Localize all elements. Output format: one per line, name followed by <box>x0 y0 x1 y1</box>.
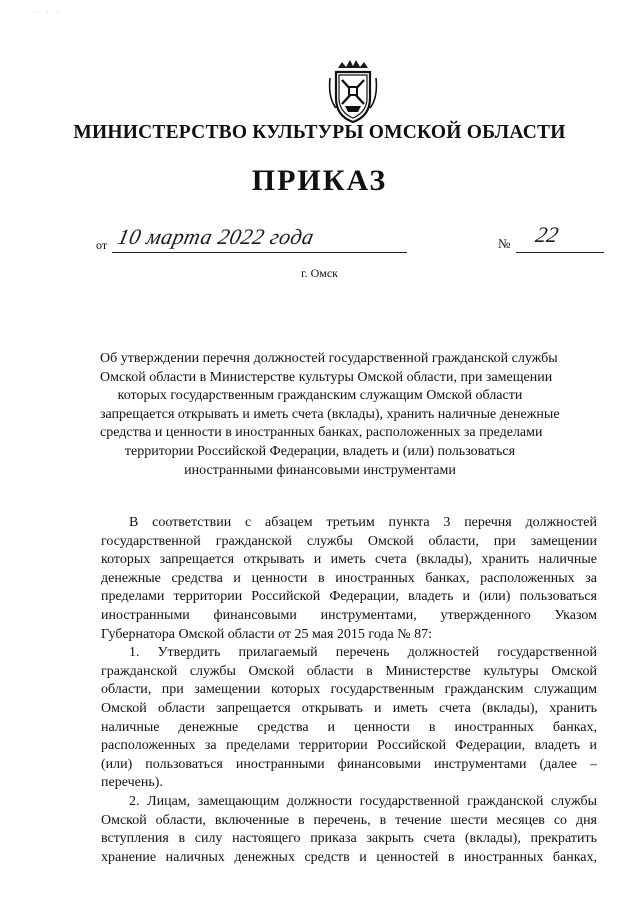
body-line: расположенных за пределами территории Российской Федерации, владеть и <box>101 738 597 754</box>
order-title <box>100 350 560 480</box>
body-line: денежные средства и ценности в иностранных банках, расположенных за <box>101 570 597 586</box>
body-line: Омской области, включенные в перечень, в течение шести месяцев со дня <box>101 812 597 828</box>
body-line: области, при замещении которых государственным гражданским служащим <box>101 682 597 698</box>
date-number-row <box>96 222 616 254</box>
date-underline <box>112 252 407 253</box>
title-line: средства и ценности в иностранных банках, расположенных за пределами <box>100 425 543 441</box>
body-line: вступления в силу настоящего приказа закрыть счета (вклады), прекратить <box>101 831 597 847</box>
body-line: Омской области запрещается открывать и иметь счета (вклады), хранить <box>101 700 597 716</box>
order-body <box>101 514 597 867</box>
title-line: Об утверждении перечня должностей государственной гражданской службы <box>100 351 558 366</box>
title-line: Омской области в Министерстве культуры Омской области, при замещении <box>100 369 553 385</box>
omsk-coat-of-arms-icon <box>328 58 378 124</box>
body-line: (или) пользоваться иностранными финансовыми инструментами (далее – <box>101 756 597 772</box>
body-line: перечень). <box>101 775 163 791</box>
number-prefix: № <box>498 236 511 251</box>
date-prefix: от <box>96 238 108 252</box>
body-line: Губернатора Омской области от 25 мая 2015 года № 87: <box>101 626 433 642</box>
body-line: хранение наличных денежных средств и ценностей в иностранных банках, <box>101 849 597 865</box>
body-line: 1. Утвердить прилагаемый перечень должностей государственной <box>129 645 597 661</box>
body-line: которых запрещается открывать и иметь счета (вклады), хранить наличные <box>101 552 597 568</box>
ministry-heading: МИНИСТЕРСТВО КУЛЬТУРЫ ОМСКОЙ ОБЛАСТИ <box>73 122 566 143</box>
city-label: г. Омск <box>301 266 338 280</box>
document-type-heading: ПРИКАЗ <box>251 164 388 197</box>
body-line: государственной гражданской службы Омской области, при замещении <box>101 533 597 549</box>
body-line: гражданской службы Омской области в Министерстве культуры Омской <box>101 663 597 679</box>
body-line: пределами территории Российской Федерации, владеть и (или) пользоваться <box>101 589 597 605</box>
handwritten-number: 22 <box>533 222 561 247</box>
title-line: иностранными финансовыми инструментами <box>184 462 456 478</box>
body-line: 2. Лицам, замещающим должности государственной гражданской службы <box>129 793 597 809</box>
body-line: В соответствии с абзацем третьим пункта 3 перечня должностей <box>129 515 597 530</box>
body-line: наличные денежные средства и ценности в иностранных банках, <box>101 719 597 735</box>
scan-artifact-dots: · · · <box>36 8 62 16</box>
title-line: запрещается открывать и иметь счета (вклады), хранить наличные денежные <box>100 406 560 422</box>
handwritten-date: 10 марта 2022 года <box>115 224 317 249</box>
title-line: которых государственным гражданским служащим Омской области <box>117 388 523 404</box>
body-line: иностранными финансовыми инструментами, утвержденного Указом <box>101 607 597 623</box>
number-underline <box>516 252 604 253</box>
title-line: территории Российской Федерации, владеть и (или) пользоваться <box>124 443 516 459</box>
